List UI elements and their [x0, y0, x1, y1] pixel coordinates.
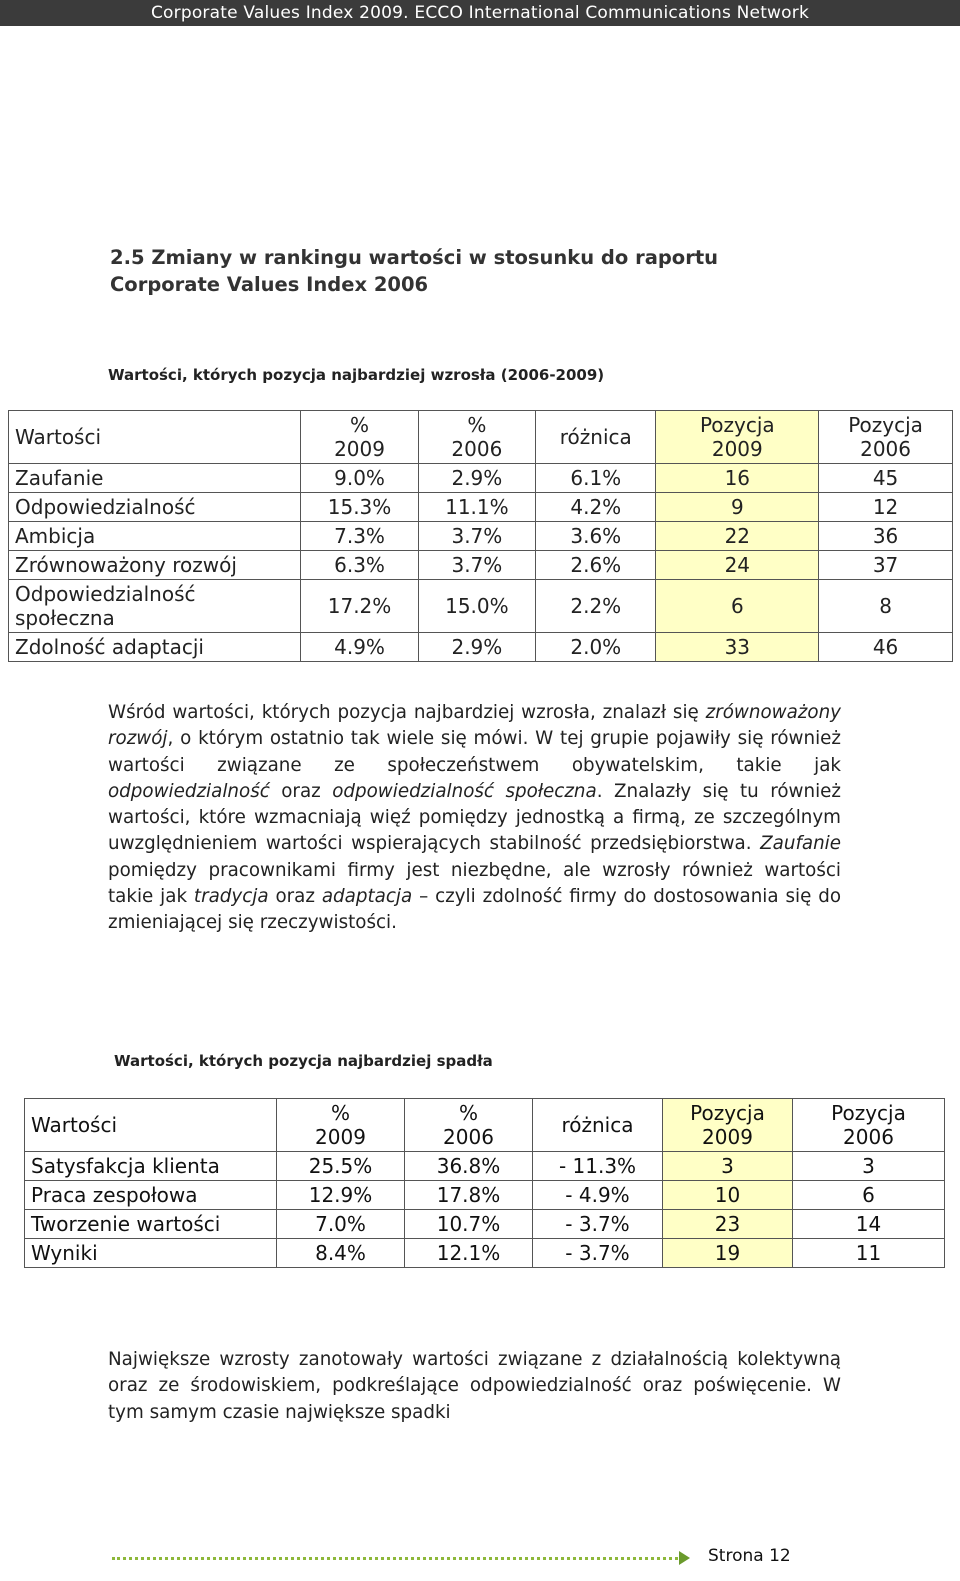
footer-arrow-icon [679, 1551, 690, 1565]
cell-diff: 6.1% [536, 464, 656, 493]
cell-pct-2009: 6.3% [301, 551, 418, 580]
cell-pos-2009: 33 [656, 633, 819, 662]
cell-pos-2006: 3 [793, 1152, 945, 1181]
cell-pct-2009: 9.0% [301, 464, 418, 493]
cell-pos-2006: 37 [819, 551, 953, 580]
cell-pct-2009: 15.3% [301, 493, 418, 522]
table-row [25, 1210, 945, 1239]
table-header-row [9, 411, 953, 464]
cell-name: Zaufanie [9, 464, 301, 493]
cell-pct-2009: 4.9% [301, 633, 418, 662]
cell-pct-2006: 2.9% [418, 464, 535, 493]
header-pct-2009: % 2009 [301, 411, 418, 464]
paragraph-increase: Wśród wartości, których pozycja najbardziej wzrosła, znalazł się zrównoważony rozwój, o którym ostatnio tak wiele się mówi. W tej grupie pojawiły się również wartości związane ze społeczeństwem obywatelskim, takie jak odpowiedzialność oraz odpowiedzialność społeczna. Znalazły się tu również wartości, które wzmacniają więź pomiędzy jednostką a firmą, ze szczególnym uwzględnieniem wartości wspierających stabilność przedsiębiorstwa. Zaufanie pomiędzy pracownikami firmy jest niezbędne, ale wzrosły również wartości takie jak tradycja oraz adaptacja – czyli zdolność firmy do dostosowania się do zmieniającej się rzeczywistości. [108, 702, 842, 934]
table-row [9, 580, 953, 633]
cell-pos-2006: 11 [793, 1239, 945, 1268]
decrease-table [24, 1098, 945, 1268]
section-title [110, 244, 890, 298]
cell-diff: 2.6% [536, 551, 656, 580]
cell-pct-2006: 11.1% [418, 493, 535, 522]
cell-pct-2006: 3.7% [418, 551, 535, 580]
cell-pos-2009: 23 [663, 1210, 793, 1239]
table-row [9, 464, 953, 493]
increase-table [8, 410, 953, 662]
table-row [25, 1239, 945, 1268]
cell-pct-2006: 3.7% [418, 522, 535, 551]
cell-name: Praca zespołowa [25, 1181, 277, 1210]
cell-diff: 2.2% [536, 580, 656, 633]
table-row [25, 1181, 945, 1210]
cell-diff: 3.6% [536, 522, 656, 551]
header-pos-2006: Pozycja 2006 [793, 1099, 945, 1152]
cell-pct-2006: 17.8% [405, 1181, 533, 1210]
header-diff: różnica [533, 1099, 663, 1152]
cell-name: Zdolność adaptacji [9, 633, 301, 662]
cell-name: Odpowiedzialność społeczna [9, 580, 301, 633]
cell-pct-2009: 7.3% [301, 522, 418, 551]
cell-pct-2009: 7.0% [277, 1210, 405, 1239]
cell-pos-2006: 6 [793, 1181, 945, 1210]
cell-pct-2006: 10.7% [405, 1210, 533, 1239]
header-pos-2009: Pozycja 2009 [663, 1099, 793, 1152]
cell-pos-2009: 6 [656, 580, 819, 633]
cell-pct-2006: 36.8% [405, 1152, 533, 1181]
cell-pos-2006: 45 [819, 464, 953, 493]
section-title-line-1: 2.5 Zmiany w rankingu wartości w stosunku do raportu [110, 246, 719, 269]
cell-diff: 2.0% [536, 633, 656, 662]
table-row [9, 551, 953, 580]
section-title-line-2: Corporate Values Index 2006 [110, 273, 429, 296]
cell-pos-2009: 16 [656, 464, 819, 493]
header-values: Wartości [9, 411, 301, 464]
header-pos-2009: Pozycja 2009 [656, 411, 819, 464]
cell-pct-2006: 2.9% [418, 633, 535, 662]
cell-pct-2006: 12.1% [405, 1239, 533, 1268]
cell-pos-2009: 9 [656, 493, 819, 522]
cell-name: Satysfakcja klienta [25, 1152, 277, 1181]
cell-pos-2009: 10 [663, 1181, 793, 1210]
paragraph-summary: Największe wzrosty zanotowały wartości związane z działalnością kolektywną oraz ze środowiskiem, podkreślające odpowiedzialność oraz poświęcenie. W tym samym czasie największe spadki [108, 1349, 841, 1423]
cell-pos-2009: 22 [656, 522, 819, 551]
cell-pos-2006: 46 [819, 633, 953, 662]
cell-diff: - 11.3% [533, 1152, 663, 1181]
table-row [9, 493, 953, 522]
cell-pos-2009: 24 [656, 551, 819, 580]
header-diff: różnica [536, 411, 656, 464]
table1-caption: Wartości, których pozycja najbardziej wzrosła (2006-2009) [108, 366, 605, 384]
header-pct-2006: % 2006 [405, 1099, 533, 1152]
cell-name: Ambicja [9, 522, 301, 551]
cell-name: Wyniki [25, 1239, 277, 1268]
cell-pos-2006: 36 [819, 522, 953, 551]
cell-diff: - 3.7% [533, 1239, 663, 1268]
table-row [9, 633, 953, 662]
header-pct-2009: % 2009 [277, 1099, 405, 1152]
cell-pct-2009: 17.2% [301, 580, 418, 633]
header-values: Wartości [25, 1099, 277, 1152]
table-row [25, 1152, 945, 1181]
page-number: Strona 12 [708, 1546, 791, 1566]
cell-pos-2006: 8 [819, 580, 953, 633]
cell-pct-2009: 12.9% [277, 1181, 405, 1210]
page-header: Corporate Values Index 2009. ECCO International Communications Network [0, 0, 960, 26]
cell-pct-2009: 8.4% [277, 1239, 405, 1268]
cell-diff: - 3.7% [533, 1210, 663, 1239]
cell-name: Odpowiedzialność [9, 493, 301, 522]
cell-name: Tworzenie wartości [25, 1210, 277, 1239]
table2-caption: Wartości, których pozycja najbardziej spadła [114, 1052, 493, 1070]
cell-pos-2006: 14 [793, 1210, 945, 1239]
footer-dotted-rule [112, 1557, 678, 1562]
header-pos-2006: Pozycja 2006 [819, 411, 953, 464]
cell-pos-2006: 12 [819, 493, 953, 522]
cell-diff: - 4.9% [533, 1181, 663, 1210]
cell-pct-2009: 25.5% [277, 1152, 405, 1181]
cell-pct-2006: 15.0% [418, 580, 535, 633]
table-row [9, 522, 953, 551]
cell-diff: 4.2% [536, 493, 656, 522]
cell-name: Zrównoważony rozwój [9, 551, 301, 580]
cell-pos-2009: 3 [663, 1152, 793, 1181]
cell-pos-2009: 19 [663, 1239, 793, 1268]
table-header-row [25, 1099, 945, 1152]
header-pct-2006: % 2006 [418, 411, 535, 464]
